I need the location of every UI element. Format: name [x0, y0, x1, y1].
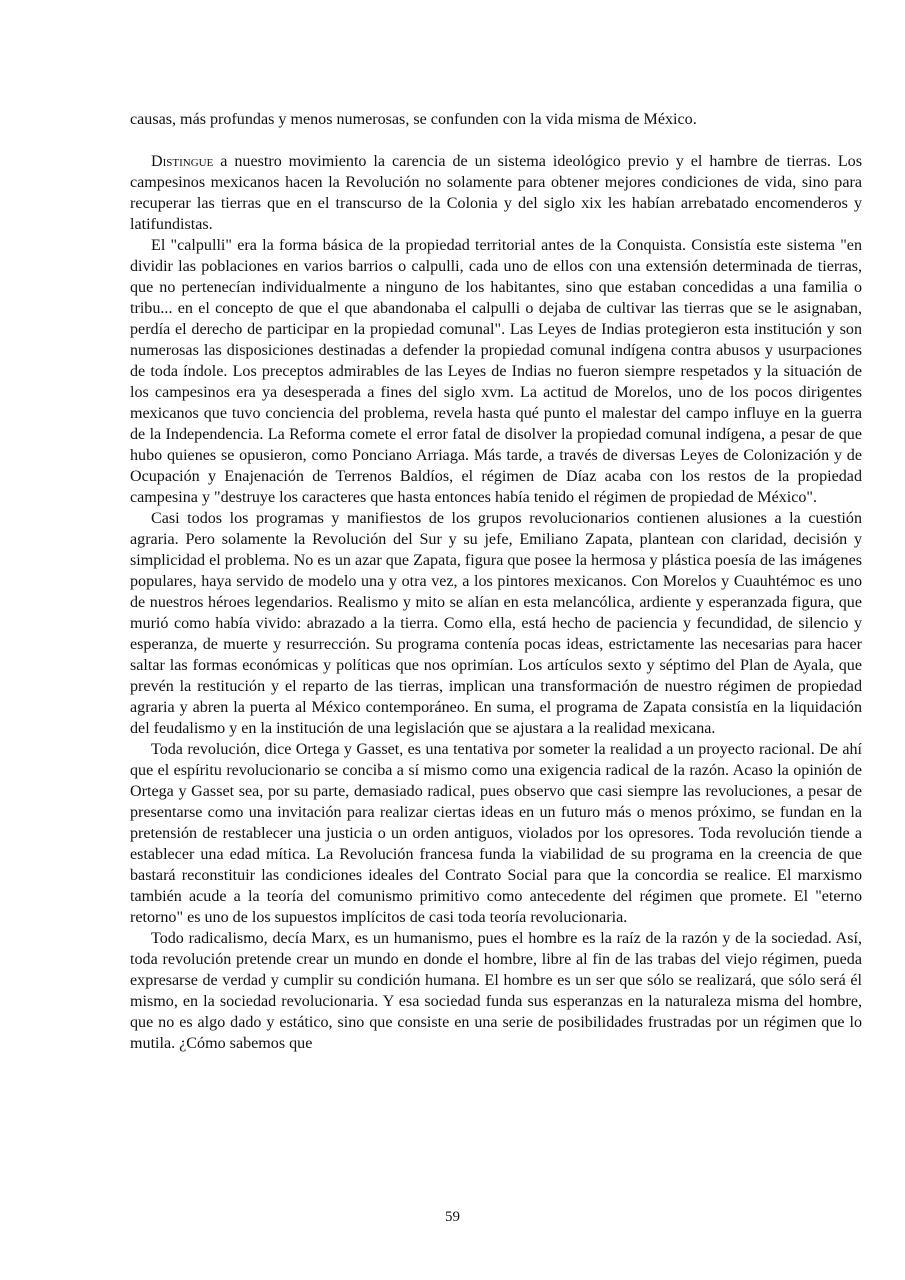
paragraph-zapata: Casi todos los programas y manifiestos de los grupos revolucionarios contienen alusiones a la cuestión agraria. Pero solamente la Revolución del Sur y su jefe, Emiliano Zapata, plantean con claridad, decisión y simplicidad el problema. No es un azar que Zapata, figura que posee la hermosa y plástica poesía de las imágenes populares, haya servido de modelo una y otra vez, a los pintores mexicanos. Con Morelos y Cuauhtémoc es uno de nuestros héroes legendarios. Realismo y mito se alían en esta melancólica, ardiente y esperanzada figura, que murió como había vivido: abrazado a la tierra. Como ella, está hecho de paciencia y fecundidad, de silencio y esperanza, de muerte y resurrección. Su programa contenía pocas ideas, estrictamente las necesarias para hacer saltar las formas económicas y políticas que nos oprimían. Los artículos sexto y séptimo del Plan de Ayala, que prevén la restitución y el reparto de las tierras, implican una transformación de nuestro régimen de propiedad agraria y abren la puerta al México contemporáneo. En suma, el programa de Zapata consistía en la liquidación del feudalismo y en la institución de una legislación que se ajustara a la realidad mexicana. — [130, 510, 862, 737]
paragraph-distingue: Distingue a nuestro movimiento la carencia de un sistema ideológico previo y el hambre de tierras. Los campesinos mexicanos hacen la Revolución no solamente para obtener mejores condiciones de vida, sino para recuperar las tierras que en el transcurso de la Colonia y del siglo xix les habían arrebatado encomenderos y latifundistas. — [130, 153, 862, 233]
body-text — [130, 109, 862, 1054]
paragraph-ortega: Toda revolución, dice Ortega y Gasset, es una tentativa por someter la realidad a un proyecto racional. De ahí que el espíritu revolucionario se conciba a sí mismo como una exigencia radical de la razón. Acaso la opinión de Ortega y Gasset sea, por su parte, demasiado radical, pues observo que casi siempre las revoluciones, a pesar de presentarse como una invitación para realizar ciertas ideas en un futuro más o menos próximo, se fundan en la pretensión de restablecer una justicia o un orden antiguos, violados por los opresores. Toda revolución tiende a establecer una edad mítica. La Revolución francesa funda la viabilidad de su programa en la creencia de que bastará reconstituir las condiciones ideales del Contrato Social para que la concordia se realice. El marxismo también acude a la teoría del comunismo primitivo como antecedente del régimen que promete. El "eterno retorno" es uno de los supuestos implícitos de casi toda teoría revolucionaria. — [130, 741, 862, 926]
small-caps-lead: Distingue — [151, 153, 214, 170]
page-number: 59 — [445, 1209, 460, 1225]
paragraph-continuation: causas, más profundas y menos numerosas, se confunden con la vida misma de México. — [130, 111, 697, 128]
paragraph-marx: Todo radicalismo, decía Marx, es un humanismo, pues el hombre es la raíz de la razón y de la sociedad. Así, toda revolución pretende crear un mundo en donde el hombre, libre al fin de las trabas del viejo régimen, pueda expresarse de verdad y cumplir su condición humana. El hombre es un ser que sólo se realizará, que sólo será él mismo, en la sociedad revolucionaria. Y esa sociedad funda sus esperanzas en la naturaleza misma del hombre, que no es algo dado y estático, sino que consiste en una serie de posibilidades frustradas por un régimen que lo mutila. ¿Cómo sabemos que — [130, 930, 862, 1052]
paragraph-calpulli: El "calpulli" era la forma básica de la propiedad territorial antes de la Conquista. Consistía este sistema "en dividir las poblaciones en varios barrios o calpulli, cada uno de ellos con una extensión determinada de tierras, que no pertenecían individualmente a ninguno de los habitantes, sino que estaban concedidas a una familia o tribu... en el concepto de que el que abandonaba el calpulli o dejaba de cultivar las tierras que se le asignaban, perdía el derecho de participar en la propiedad comunal". Las Leyes de Indias protegieron esta institución y son numerosas las disposiciones destinadas a defender la propiedad comunal indígena contra abusos y usurpaciones de toda índole. Los preceptos admirables de las Leyes de Indias no fueron siempre respetados y la situación de los campesinos era ya desesperada a fines del siglo xvm. La actitud de Morelos, uno de los pocos dirigentes mexicanos que tuvo conciencia del problema, revela hasta qué punto el malestar del campo influye en la guerra de la Independencia. La Reforma comete el error fatal de disolver la propiedad comunal indígena, a pesar de que hubo quienes se opusieron, como Ponciano Arriaga. Más tarde, a través de diversas Leyes de Colonización y de Ocupación y Enajenación de Terrenos Baldíos, el régimen de Díaz acaba con los restos de la propiedad campesina y "destruye los caracteres que hasta entonces había tenido el régimen de propiedad de México". — [130, 237, 862, 506]
